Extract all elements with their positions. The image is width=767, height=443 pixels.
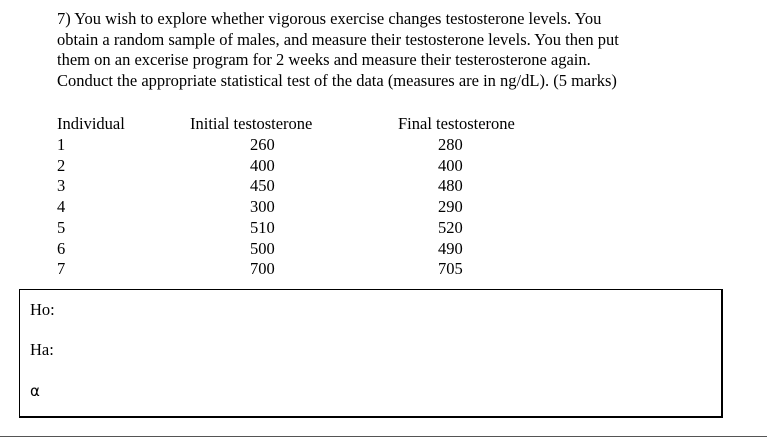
header-initial-testosterone: Initial testosterone <box>190 114 313 133</box>
question-line-4: Conduct the appropriate statistical test of the data (measures are in ng/dL). (5 marks) <box>57 70 617 90</box>
cell-individual: 4 <box>57 197 66 217</box>
table-row <box>57 176 548 197</box>
cell-initial: 400 <box>250 155 275 175</box>
question-line-3: them on an excerise program for 2 weeks and measure their testerosterone again. <box>57 50 591 69</box>
alternative-hypothesis-label: Ha: <box>30 340 54 359</box>
page-bottom-divider <box>0 436 767 437</box>
cell-final: 290 <box>438 197 463 217</box>
question-line-1: 7) You wish to explore whether vigorous exercise changes testosterone levels. You <box>57 9 602 28</box>
cell-individual: 6 <box>57 238 66 258</box>
hypothesis-answer-box[interactable] <box>19 289 723 418</box>
question-text <box>57 9 747 91</box>
table-row <box>57 218 548 239</box>
table-header-row <box>57 113 548 135</box>
cell-final: 490 <box>438 238 463 258</box>
cell-final: 705 <box>438 259 463 279</box>
cell-initial: 450 <box>250 176 275 196</box>
header-final-testosterone: Final testosterone <box>398 114 515 133</box>
cell-final: 280 <box>438 135 463 154</box>
cell-initial: 510 <box>250 217 275 237</box>
cell-individual: 7 <box>57 259 66 279</box>
cell-initial: 300 <box>250 197 275 217</box>
table-row <box>57 197 548 218</box>
cell-initial: 500 <box>250 238 275 258</box>
cell-initial: 260 <box>250 135 275 154</box>
cell-individual: 2 <box>57 155 66 175</box>
question-line-2: obtain a random sample of males, and measure their testosterone levels. You then put <box>57 29 619 49</box>
cell-initial: 700 <box>250 259 275 279</box>
alpha-label: α <box>30 382 40 400</box>
table-row <box>57 259 548 280</box>
cell-final: 480 <box>438 176 463 196</box>
table-row <box>57 156 548 177</box>
cell-final: 400 <box>438 155 463 175</box>
null-hypothesis-label: Ho: <box>30 300 55 319</box>
cell-final: 520 <box>438 217 463 237</box>
cell-individual: 3 <box>57 176 66 196</box>
table-row <box>57 135 548 156</box>
table-row <box>57 239 548 260</box>
cell-individual: 5 <box>57 217 66 237</box>
testosterone-data-table <box>57 113 548 280</box>
header-individual: Individual <box>57 114 125 133</box>
cell-individual: 1 <box>57 135 66 154</box>
